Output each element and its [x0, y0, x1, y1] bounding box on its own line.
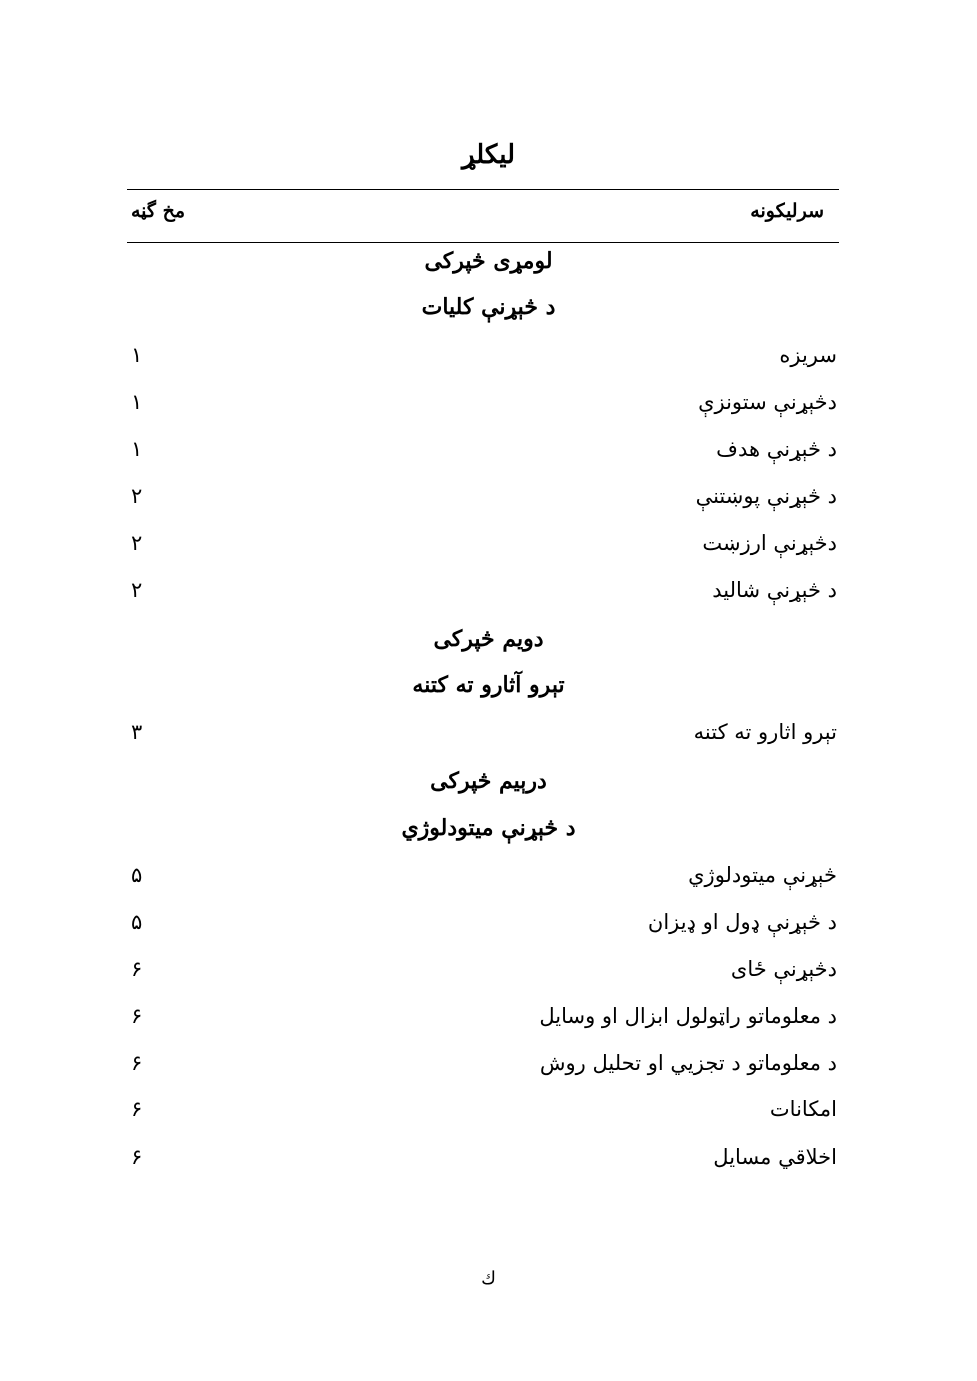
- toc-entry-page[interactable]: ۱: [131, 343, 143, 367]
- toc-entry-title[interactable]: دڅېړنې ځای: [730, 957, 837, 981]
- toc-entry-title[interactable]: د څېړنې هدف: [716, 437, 837, 461]
- toc-entry-page[interactable]: ۶: [131, 1004, 143, 1028]
- toc-entry-page[interactable]: ۶: [131, 1097, 143, 1121]
- header-rule-top: [127, 189, 839, 190]
- toc-entry-page[interactable]: ۵: [131, 863, 143, 887]
- toc-entry-page[interactable]: ۲: [131, 578, 143, 602]
- chapter-subtitle: د څېړنې کلیات: [421, 294, 556, 320]
- toc-entry-title[interactable]: دڅېړنې ستونزې: [698, 390, 837, 414]
- toc-entry-title[interactable]: د څېړنې ډول او ډیزان: [647, 910, 837, 934]
- toc-entry-title[interactable]: اخلاقي مسایل: [713, 1145, 837, 1169]
- chapter-heading: لومړی څپرکی: [424, 248, 553, 274]
- chapter-subtitle: د څېړنې میتودلوژي: [401, 815, 576, 841]
- toc-entry-page[interactable]: ۵: [131, 910, 143, 934]
- toc-entry-page[interactable]: ۶: [131, 1145, 143, 1169]
- toc-entry-title[interactable]: د څېړنې پوښتنې: [695, 484, 837, 508]
- toc-entry-title[interactable]: د معلوماتو راټولول ابزال او وسایل: [539, 1004, 837, 1028]
- toc-entry-title[interactable]: د څېړنې شالید: [712, 578, 837, 602]
- chapter-heading: دویم څپرکی: [433, 626, 544, 652]
- toc-entry-title[interactable]: تېرو اثارو ته کتنه: [693, 720, 837, 744]
- chapter-subtitle: تېرو آثارو ته کتنه: [412, 672, 565, 698]
- column-header-page: مخ گڼه: [131, 200, 186, 222]
- toc-entry-title[interactable]: سریزه: [779, 343, 837, 367]
- toc-entry-page[interactable]: ۶: [131, 957, 143, 981]
- toc-entry-page[interactable]: ۳: [131, 720, 143, 744]
- toc-entry-title[interactable]: د معلوماتو د تجزیي او تحلیل روش: [539, 1051, 837, 1075]
- toc-entry-page[interactable]: ۶: [131, 1051, 143, 1075]
- toc-entry-title[interactable]: امکانات: [769, 1097, 837, 1121]
- toc-entry-title[interactable]: څېړنې میتودلوژي: [688, 863, 837, 887]
- header-rule-bottom: [127, 242, 839, 243]
- toc-entry-title[interactable]: دڅېړنې ارزښت: [702, 531, 837, 555]
- toc-entry-page[interactable]: ۱: [131, 437, 143, 461]
- column-header-titles: سرلیکونه: [750, 200, 824, 222]
- toc-entry-page[interactable]: ۲: [131, 531, 143, 555]
- toc-entry-page[interactable]: ۲: [131, 484, 143, 508]
- page-number-marker: ك: [481, 1268, 496, 1289]
- toc-entry-page[interactable]: ۱: [131, 390, 143, 414]
- page-title: لیکلړ: [461, 140, 516, 170]
- chapter-heading: درېیم څپرکی: [430, 768, 547, 794]
